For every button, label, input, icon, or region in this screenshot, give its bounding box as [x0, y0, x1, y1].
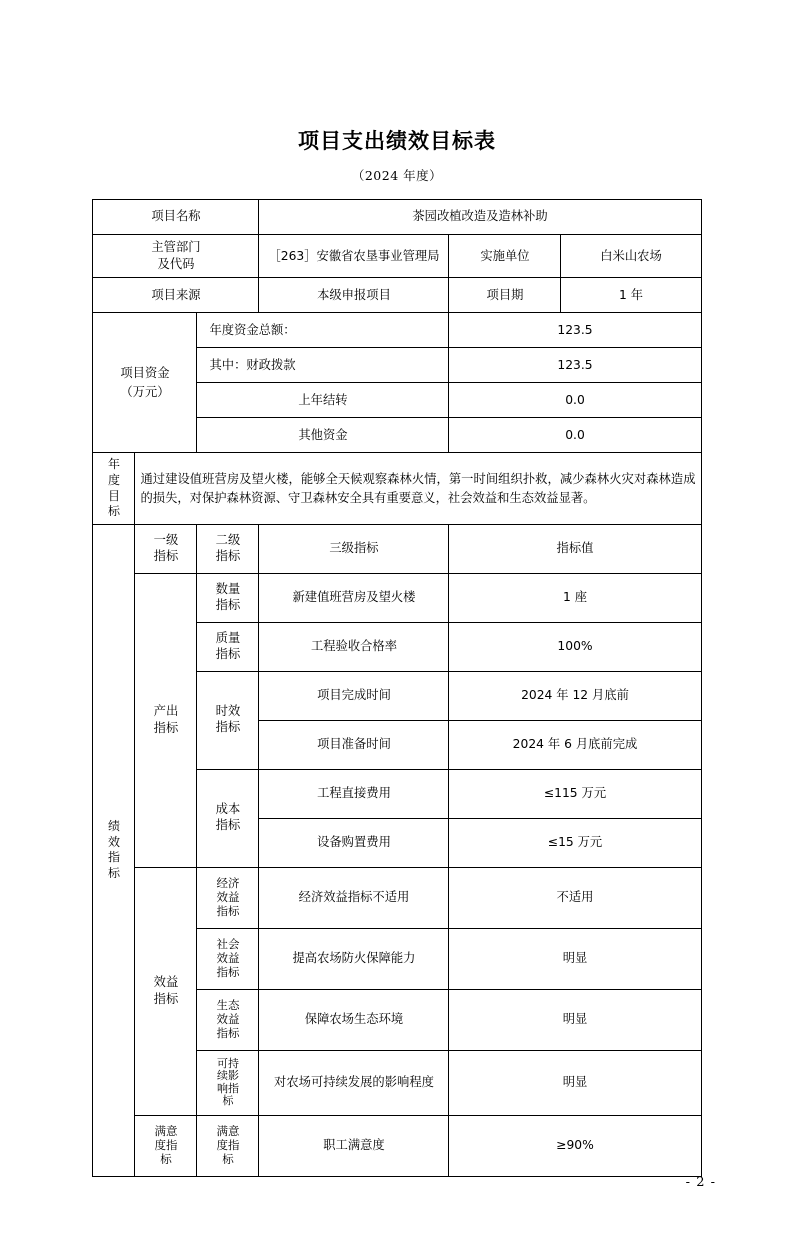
performance-target-table — [92, 199, 701, 1177]
table-row — [93, 235, 701, 278]
level3-indicator: 提高农场防火保障能力 — [259, 928, 449, 989]
project-name-value: 茶园改植改造及造林补助 — [259, 200, 701, 235]
table-row — [93, 867, 701, 928]
indicator-value: 明显 — [449, 928, 701, 989]
indicator-value: 明显 — [449, 1050, 701, 1115]
level3-indicator: 工程直接费用 — [259, 769, 449, 818]
level2-economic: 经济 效益 指标 — [197, 867, 259, 928]
indicator-value: 2024 年 6 月底前完成 — [449, 720, 701, 769]
col-header-level1: 一级 指标 — [135, 524, 197, 573]
col-header-value: 指标值 — [449, 524, 701, 573]
indicator-value: ≥90% — [449, 1115, 701, 1176]
document-page — [0, 125, 794, 1248]
annual-goal-text: 通过建设值班营房及望火楼，能够全天候观察森林火情，第一时间组织扑救，减少森林火灾对森林造成的损失，对保护森林资源、守卫森林安全具有重要意义，社会效益和生态效益显著。 — [135, 453, 701, 524]
level2-quantity: 数量 指标 — [197, 573, 259, 622]
level2-quality: 质量 指标 — [197, 622, 259, 671]
unit-label: 实施单位 — [449, 235, 561, 278]
table-row — [93, 573, 701, 622]
indicator-value: 不适用 — [449, 867, 701, 928]
level3-indicator: 设备购置费用 — [259, 818, 449, 867]
funds-row-value: 123.5 — [449, 313, 701, 348]
annual-goal-label: 年 度 目 标 — [93, 453, 135, 524]
level1-output: 产出 指标 — [135, 573, 197, 867]
level2-satisfaction: 满意 度指 标 — [197, 1115, 259, 1176]
indicator-value: 明显 — [449, 989, 701, 1050]
table-row — [93, 453, 701, 524]
funds-row-value: 123.5 — [449, 348, 701, 383]
table-row — [93, 524, 701, 573]
level2-timeliness: 时效 指标 — [197, 671, 259, 769]
dept-value: ［263］安徽省农垦事业管理局 — [259, 235, 449, 278]
level3-indicator: 对农场可持续发展的影响程度 — [259, 1050, 449, 1115]
dept-label: 主管部门 及代码 — [93, 235, 259, 278]
source-label: 项目来源 — [93, 278, 259, 313]
level2-cost: 成本 指标 — [197, 769, 259, 867]
table-row — [93, 200, 701, 235]
col-header-level2: 二级 指标 — [197, 524, 259, 573]
funds-row-name: 年度资金总额： — [197, 313, 449, 348]
level3-indicator: 项目完成时间 — [259, 671, 449, 720]
page-number: - 2 - — [685, 1175, 716, 1190]
unit-value: 白米山农场 — [561, 235, 701, 278]
level3-indicator: 工程验收合格率 — [259, 622, 449, 671]
funds-label: 项目资金 （万元） — [93, 313, 197, 453]
table-row — [93, 278, 701, 313]
period-value: 1 年 — [561, 278, 701, 313]
level1-satisfaction: 满意 度指 标 — [135, 1115, 197, 1176]
level3-indicator: 新建值班营房及望火楼 — [259, 573, 449, 622]
indicator-value: 2024 年 12 月底前 — [449, 671, 701, 720]
indicator-value: 100% — [449, 622, 701, 671]
period-label: 项目期 — [449, 278, 561, 313]
table-row — [93, 1115, 701, 1176]
source-value: 本级申报项目 — [259, 278, 449, 313]
funds-row-value: 0.0 — [449, 383, 701, 418]
level2-social: 社会 效益 指标 — [197, 928, 259, 989]
project-name-label: 项目名称 — [93, 200, 259, 235]
level2-ecological: 生态 效益 指标 — [197, 989, 259, 1050]
funds-row-value: 0.0 — [449, 418, 701, 453]
level2-sustainable: 可持 续影 响指 标 — [197, 1050, 259, 1115]
level3-indicator: 项目准备时间 — [259, 720, 449, 769]
level3-indicator: 经济效益指标不适用 — [259, 867, 449, 928]
level3-indicator: 保障农场生态环境 — [259, 989, 449, 1050]
indicator-value: ≤115 万元 — [449, 769, 701, 818]
indicator-value: 1 座 — [449, 573, 701, 622]
level3-indicator: 职工满意度 — [259, 1115, 449, 1176]
indicators-label: 绩 效 指 标 — [93, 524, 135, 1176]
level1-benefit: 效益 指标 — [135, 867, 197, 1115]
funds-row-name: 其中：财政拨款 — [197, 348, 449, 383]
funds-row-name: 上年结转 — [197, 383, 449, 418]
page-subtitle: （2024 年度） — [351, 168, 443, 183]
table-row — [93, 313, 701, 348]
page-title: 项目支出绩效目标表 — [298, 128, 496, 153]
col-header-level3: 三级指标 — [259, 524, 449, 573]
indicator-value: ≤15 万元 — [449, 818, 701, 867]
funds-row-name: 其他资金 — [197, 418, 449, 453]
